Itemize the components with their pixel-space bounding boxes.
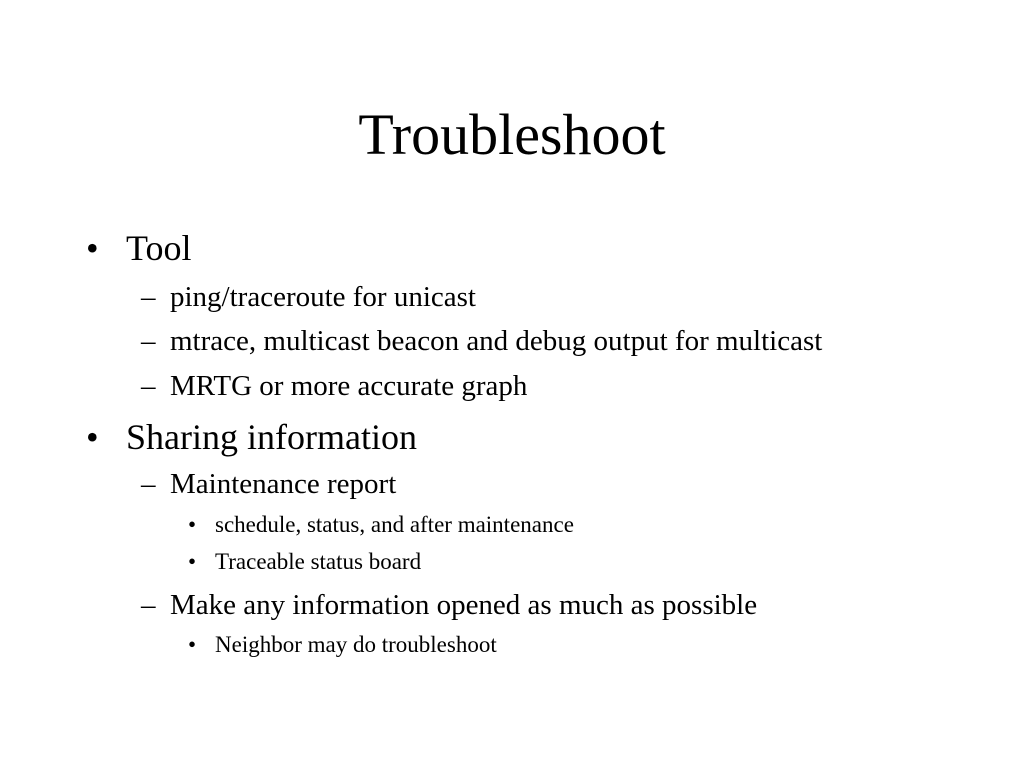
sub-sub-item-text: schedule, status, and after maintenance <box>215 512 574 537</box>
bullet-marker: • <box>86 417 99 457</box>
dash-marker: – <box>141 589 156 621</box>
dash-marker: – <box>141 281 156 313</box>
dash-marker: – <box>141 370 156 402</box>
bullet-marker: • <box>188 632 197 657</box>
sub-item-text: MRTG or more accurate graph <box>170 370 528 402</box>
sub-item-text: Make any information opened as much as possible <box>170 589 758 621</box>
sub-item-text: Maintenance report <box>170 468 397 500</box>
dash-marker: – <box>141 468 156 500</box>
sub-sub-item-text: Neighbor may do troubleshoot <box>215 632 497 657</box>
sub-sub-item-text: Traceable status board <box>215 549 422 574</box>
bullet-marker: • <box>86 228 99 268</box>
bullet-text: Tool <box>126 228 192 268</box>
sub-item-text: ping/traceroute for unicast <box>170 281 476 313</box>
slide-title: Troubleshoot <box>358 102 666 167</box>
dash-marker: – <box>141 325 156 357</box>
bullet-marker: • <box>188 549 197 574</box>
sub-item-text: mtrace, multicast beacon and debug output for multicast <box>170 325 823 357</box>
bullet-text: Sharing information <box>126 417 417 457</box>
bullet-marker: • <box>188 512 197 537</box>
